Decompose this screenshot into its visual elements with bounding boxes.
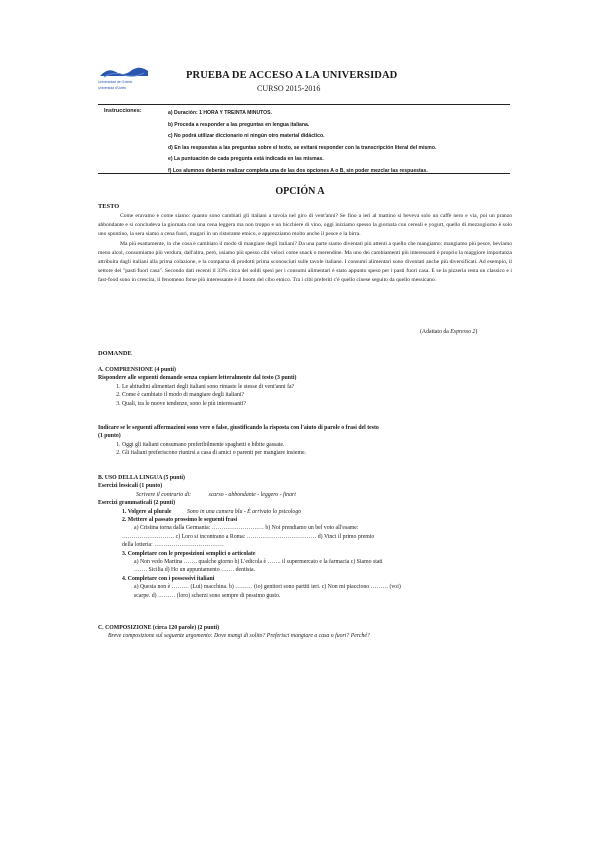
question-item: 3. Quali, tra le nuove tendenze, sono le più interessanti? xyxy=(122,400,512,408)
grammaticali-heading: Esercizi grammaticali (2 punti) xyxy=(98,500,176,507)
option-title: OPCIÓN A xyxy=(275,186,325,197)
vf-items xyxy=(98,441,512,458)
logo-text-line2: Universidá d'Uviéu xyxy=(98,86,127,90)
vf-item: 1. Oggi gli italiani consumano preferibilmente spaghetti e bibite gassate. xyxy=(122,441,512,449)
page-title: PRUEBA DE ACCESO A LA UNIVERSIDAD xyxy=(186,70,398,81)
ex1-text: Sono in una camera blu - È arrivato lo psicologo xyxy=(186,508,302,515)
exercise-3 xyxy=(98,550,512,575)
ex3-title: 3. Completare con le preposizioni semplici o articolate xyxy=(122,550,256,557)
instruction-item: b) Proceda a responder a las preguntas en lengua italiana. xyxy=(168,121,310,128)
vf-points: (1 punto) xyxy=(98,433,121,440)
ex2-title: 2. Mettere al passato prossimo le seguenti frasi xyxy=(122,517,238,524)
text-source xyxy=(420,329,477,335)
reading-text xyxy=(98,212,512,286)
vf-item: 2. Gli italiani preferiscono riunirsi a casa di amici o parenti per mangiare insieme. xyxy=(122,449,512,457)
domande-heading: DOMANDE xyxy=(98,350,132,357)
instruction-item: d) En las respuestas a las preguntas sobre el texto, se evitará responder con la transcripción literal del mismo. xyxy=(168,144,437,151)
exercise-4 xyxy=(98,575,512,600)
text-paragraph: Come eravamo e come siamo: quanto sono cambiati gli italiani a tavola nel giro di vent'anni? Se fino a ieri al mattino si beveva solo un caffè nero e via, poi un pranzo abbondante e si concludeva la giornata con una cena leggera ma non troppo e un bicchiere di vino, oggi iniziamo spesso la giornata con cereali e yogurt, quello di mezzogiorno è solo uno spuntino, la sera siamo a cena fuori, magari in un ristorante etnico, e apprezziamo molto anche il pesce e la birra. xyxy=(98,213,512,238)
texto-heading: TESTO xyxy=(98,203,120,210)
source-title: Espresso 2 xyxy=(450,329,476,335)
comprensione-questions xyxy=(98,383,512,408)
lessicali-instruction: Scrivere il contrario di: xyxy=(136,491,192,498)
composizione-prompt: Breve composizione sul seguente argomento: Dove mangi di solito? Preferisci mangiare a casa o fuori? Perché? xyxy=(108,633,370,640)
exercise-1 xyxy=(98,508,512,516)
lessicali-heading: Esercizi lessicali (1 punto) xyxy=(98,483,163,490)
source-prefix: (Adattato da xyxy=(420,329,451,335)
university-logo xyxy=(98,66,176,90)
ex2-line: ……………………… c) Loro si incontrano a Roma: ……………………………… d) Vinci il primo premio xyxy=(122,533,375,540)
ex3-line: ……. Sicilia d) Ho un appuntamento ……. dentista. xyxy=(134,567,256,574)
comprensione-instruction: Rispondere alle seguenti domande senza copiare letteralmente dal testo (3 punti) xyxy=(98,375,297,382)
source-suffix: ) xyxy=(475,329,478,335)
question-item: 1. Le abitudini alimentari degli italiani sono rimaste le stesse di vent'anni fa? xyxy=(122,383,512,391)
lessicali-line xyxy=(98,491,512,499)
logo-text-line1: Universidad de Oviedo xyxy=(98,80,133,84)
course-year: CURSO 2015-2016 xyxy=(257,84,321,93)
lessicali-words: scarso - abbondante - leggero - finari xyxy=(208,491,296,498)
text-paragraph: Ma più esattamente, in che cosa è cambiato il modo di mangiare degli italiani? Da una parte siamo diventati più attenti a quello che mangiamo: mangiamo più pesce, beviamo meno alcol, consumiamo più verdura, dall'altra, però, usiamo più spesso cibi veloci come snack o merendine. Ma uno dei cambiamenti più interessanti è proprio la maggiore importanza attribuita dagli italiani alla prima colazione, e la comparsa di prodotti prima sconosciuti sulle tavole italiane. I consumi alimentari sono diventati anche più diversificati. Ad esempio, il settore dei "pasti fuori casa". Secondo dati recenti il 33% circa dei soldi spesi per i consumi alimentari è stato appunto speso per i pasti fuori casa. E se la pizzeria resta un classico e i fast-food sono in crescita, il fenomeno forse più interessante è il boom del cibo etnico. Tra i cibi preferiti c'è quello cinese seguito da quello messicano. xyxy=(98,240,512,284)
instructions-list xyxy=(168,108,508,178)
instruction-item: a) Duración: 1 HORA Y TREINTA MINUTOS. xyxy=(168,110,272,116)
wave-logo-icon xyxy=(98,66,158,78)
exercise-2 xyxy=(98,516,512,550)
comprensione-heading: A. COMPRENSIONE (4 punti) xyxy=(98,367,176,373)
instruction-item: c) No podrá utilizar diccionario ni ningún otro material didáctico. xyxy=(168,133,325,140)
ex2-line: della lotteria: ……………………………… xyxy=(122,542,224,549)
comprensione-section xyxy=(98,366,512,408)
composizione-section xyxy=(98,624,512,641)
ex2-line: a) Cristina torna dalla Germania: ……………………… b) Noi prendiamo un bel voto all'esame: xyxy=(134,525,359,532)
ex3-line: a) Non vedo Martina ……. qualche giorno b) L'edicola è ……. il supermercato e la farmacia c) Siamo stati xyxy=(134,559,383,566)
question-item: 2. Come è cambiato il modo di mangiare degli italiani? xyxy=(122,391,512,399)
ex4-title: 4. Completare con i possessivi italiani xyxy=(122,575,215,582)
vero-falso-section xyxy=(98,424,512,458)
composizione-heading: C. COMPOSIZIONE (circa 120 parole) (2 punti) xyxy=(98,625,220,631)
instruction-item: e) La puntuación de cada pregunta está indicada en las mismas. xyxy=(168,156,324,163)
instructions-label: Instrucciones: xyxy=(104,108,142,114)
ex1-title: 1. Volgere al plurale xyxy=(122,508,172,515)
uso-lingua-section xyxy=(98,474,512,600)
ex4-line: scarpe. d) ……… (loro) scherzi sono sempre di pessimo gusto. xyxy=(134,592,281,599)
ex4-line: a) Questa non è ……… (Lui) macchina. b) ……… (io) genitori sono partiti ieri. c) Non mi piacciono ……… (voi) xyxy=(134,584,401,591)
vf-instruction: Indicare se le seguenti affermazioni sono vere o false, giustificando la risposta con l'aiuto di parole o frasi del testo xyxy=(98,425,379,431)
instruction-item: f) Los alumnos deberán realizar completa una de las dos opciones A o B, sin poder mezclar las respuestas. xyxy=(168,167,428,174)
uso-heading: B. USO DELLA LINGUA (5 punti) xyxy=(98,475,185,481)
